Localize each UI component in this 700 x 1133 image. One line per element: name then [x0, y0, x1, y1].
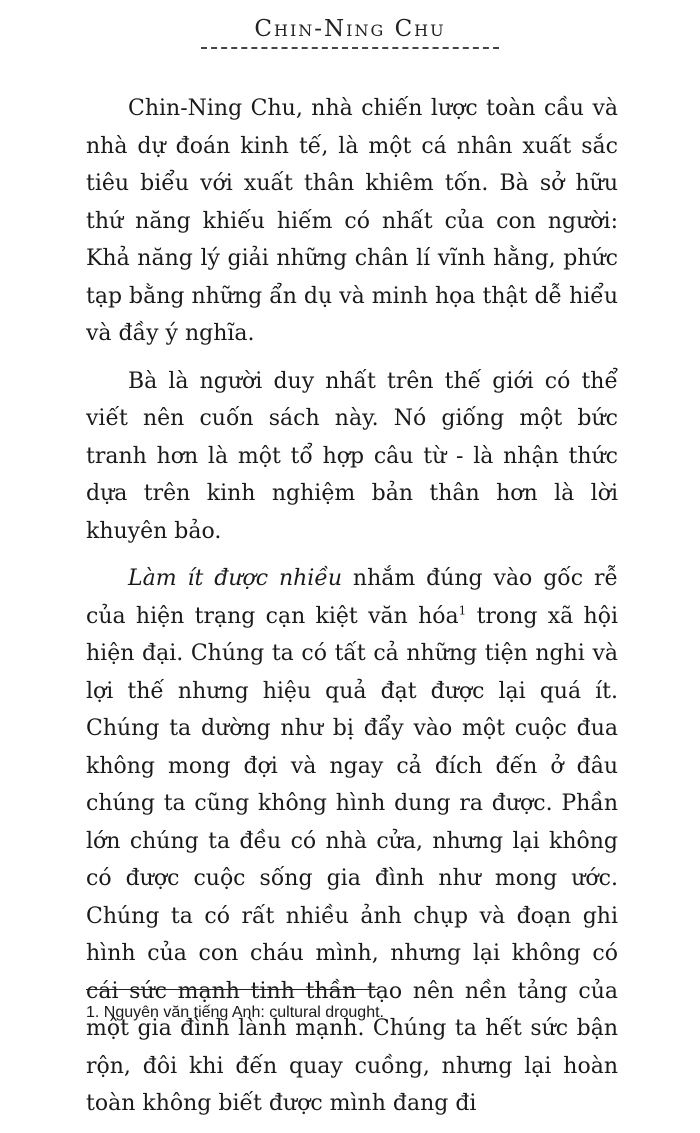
footnote-rule: [86, 989, 378, 990]
paragraph-1: Chin-Ning Chu, nhà chiến lược toàn cầu và nhà dự đoán kinh tế, là một cá nhân xuất sắc tiêu biểu với xuất thân khiêm tốn. Bà sở hữu thứ năng khiếu hiếm có nhất của con người: Khả năng lý giải những chân lí vĩnh hằng, phức tạp bằng những ẩn dụ và minh họa thật dễ hiểu và đầy ý nghĩa.: [86, 96, 618, 346]
footnote-ref[interactable]: 1: [458, 603, 467, 618]
book-title: Làm ít được nhiều: [128, 566, 343, 591]
paragraph-3-text-a: nhắm đúng vào gốc rễ của hiện trạng cạn kiệt văn hóa: [86, 566, 618, 629]
header-dashed-rule: [201, 47, 499, 49]
paragraph-2: Bà là người duy nhất trên thế giới có thể viết nên cuốn sách này. Nó giống một bức tranh hơn là một tổ hợp câu từ - là nhận thức dựa trên kinh nghiệm bản thân hơn là lời khuyên bảo.: [86, 368, 618, 544]
paragraph-3: [86, 560, 618, 1123]
paragraph-3-text-b: trong xã hội hiện đại. Chúng ta có tất cả những tiện nghi và lợi thế nhưng hiệu quả đạt được lại quá ít. Chúng ta dường như bị đẩy vào một cuộc đua không mong đợi và ngay cả đích đến ở đâu chúng ta cũng không hình dung ra được. Phần lớn chúng ta đều có nhà cửa, nhưng lại không có được cuộc sống gia đình như mong ước. Chúng ta có rất nhiều ảnh chụp và đoạn ghi hình của con cháu mình, nhưng lại không có cái sức mạnh tinh thần tạo nên nền tảng của một gia đình lành mạnh. Chúng ta hết sức bận rộn, đôi khi đến quay cuồng, nhưng lại hoàn toàn không biết được mình đang đi: [86, 603, 619, 1116]
footnote: 1. Nguyên văn tiếng Anh: cultural drought.: [86, 1004, 384, 1021]
body-text: [86, 90, 618, 1133]
running-header: Chin-Ning Chu: [254, 16, 446, 42]
